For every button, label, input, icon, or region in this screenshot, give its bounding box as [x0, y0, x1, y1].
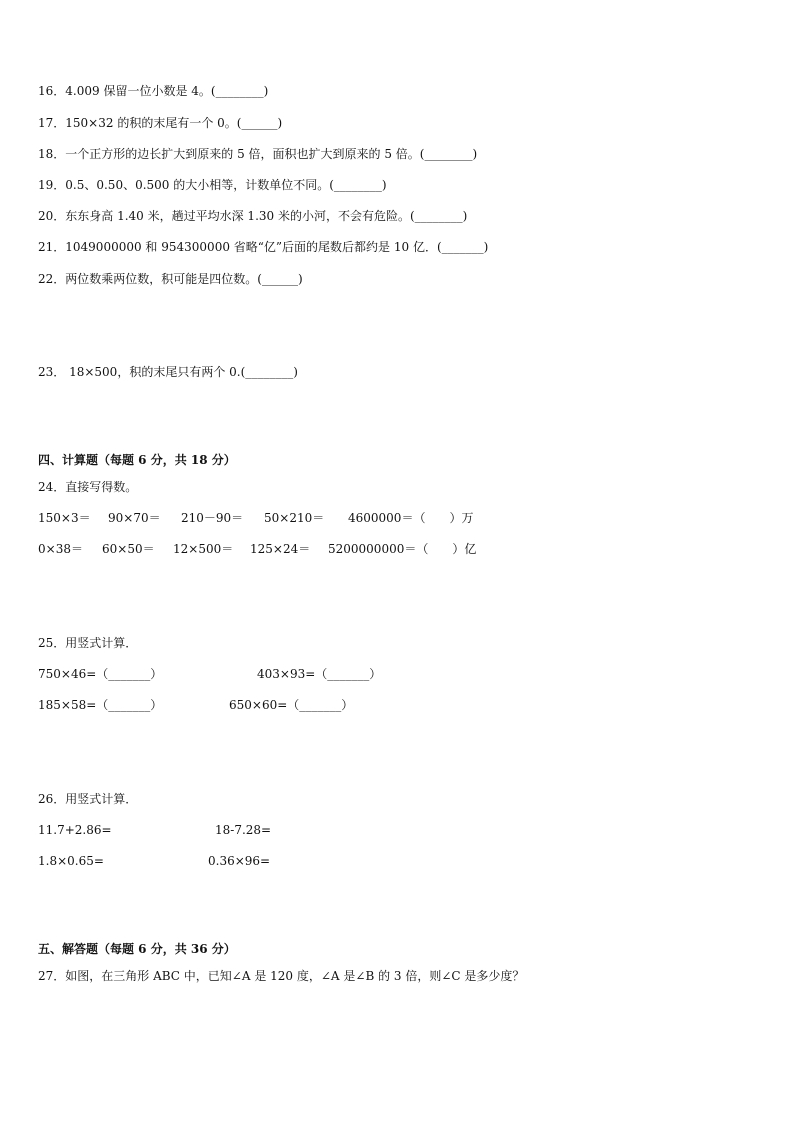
q24-expr: 50×210＝	[264, 511, 325, 525]
question-26-label: 26．用竖式计算．	[38, 792, 138, 806]
question-19: 19．0.5、0.50、0.500 的大小相等，计数单位不同。(________)	[38, 178, 387, 192]
q25-expr: 650×60=（_______）	[229, 698, 354, 712]
question-17: 17．150×32 的积的末尾有一个 0。(______)	[38, 116, 283, 130]
q25-expr: 403×93=（_______）	[257, 667, 382, 681]
q24-expr: 5200000000＝（ ）亿	[328, 542, 477, 556]
q26-expr: 0.36×96=	[208, 854, 271, 868]
q26-expr: 11.7+2.86=	[38, 823, 112, 837]
q24-expr: 90×70＝	[108, 511, 161, 525]
q24-expr: 4600000＝（ ）万	[348, 511, 474, 525]
section-5-title: 五、解答题（每题 6 分，共 36 分）	[38, 942, 236, 956]
q24-expr: 150×3＝	[38, 511, 91, 525]
question-23: 23． 18×500，积的末尾只有两个 0.(________)	[38, 365, 298, 379]
question-21: 21．1049000000 和 954300000 省略“亿”后面的尾数后都约是 10 亿．(_______)	[38, 240, 489, 254]
question-18: 18．一个正方形的边长扩大到原来的 5 倍，面积也扩大到原来的 5 倍。(________)	[38, 147, 478, 161]
question-16: 16．4.009 保留一位小数是 4。(________)	[38, 84, 269, 98]
question-25-label: 25．用竖式计算．	[38, 636, 138, 650]
section-4-title: 四、计算题（每题 6 分，共 18 分）	[38, 453, 236, 467]
q24-expr: 12×500＝	[173, 542, 234, 556]
q24-expr: 210－90＝	[181, 511, 244, 525]
q25-expr: 750×46=（_______）	[38, 667, 163, 681]
q26-expr: 18-7.28=	[215, 823, 272, 837]
q24-expr: 60×50＝	[102, 542, 155, 556]
question-24-label: 24．直接写得数。	[38, 480, 138, 494]
q26-expr: 1.8×0.65=	[38, 854, 104, 868]
q25-expr: 185×58=（_______）	[38, 698, 163, 712]
question-20: 20．东东身高 1.40 米，趟过平均水深 1.30 米的小河，不会有危险。(________)	[38, 209, 468, 223]
q24-expr: 125×24＝	[250, 542, 311, 556]
question-22: 22．两位数乘两位数，积可能是四位数。(______)	[38, 272, 303, 286]
question-27: 27．如图，在三角形 ABC 中，已知∠A 是 120 度，∠A 是∠B 的 3 倍，则∠C 是多少度？	[38, 969, 525, 983]
q24-expr: 0×38＝	[38, 542, 83, 556]
